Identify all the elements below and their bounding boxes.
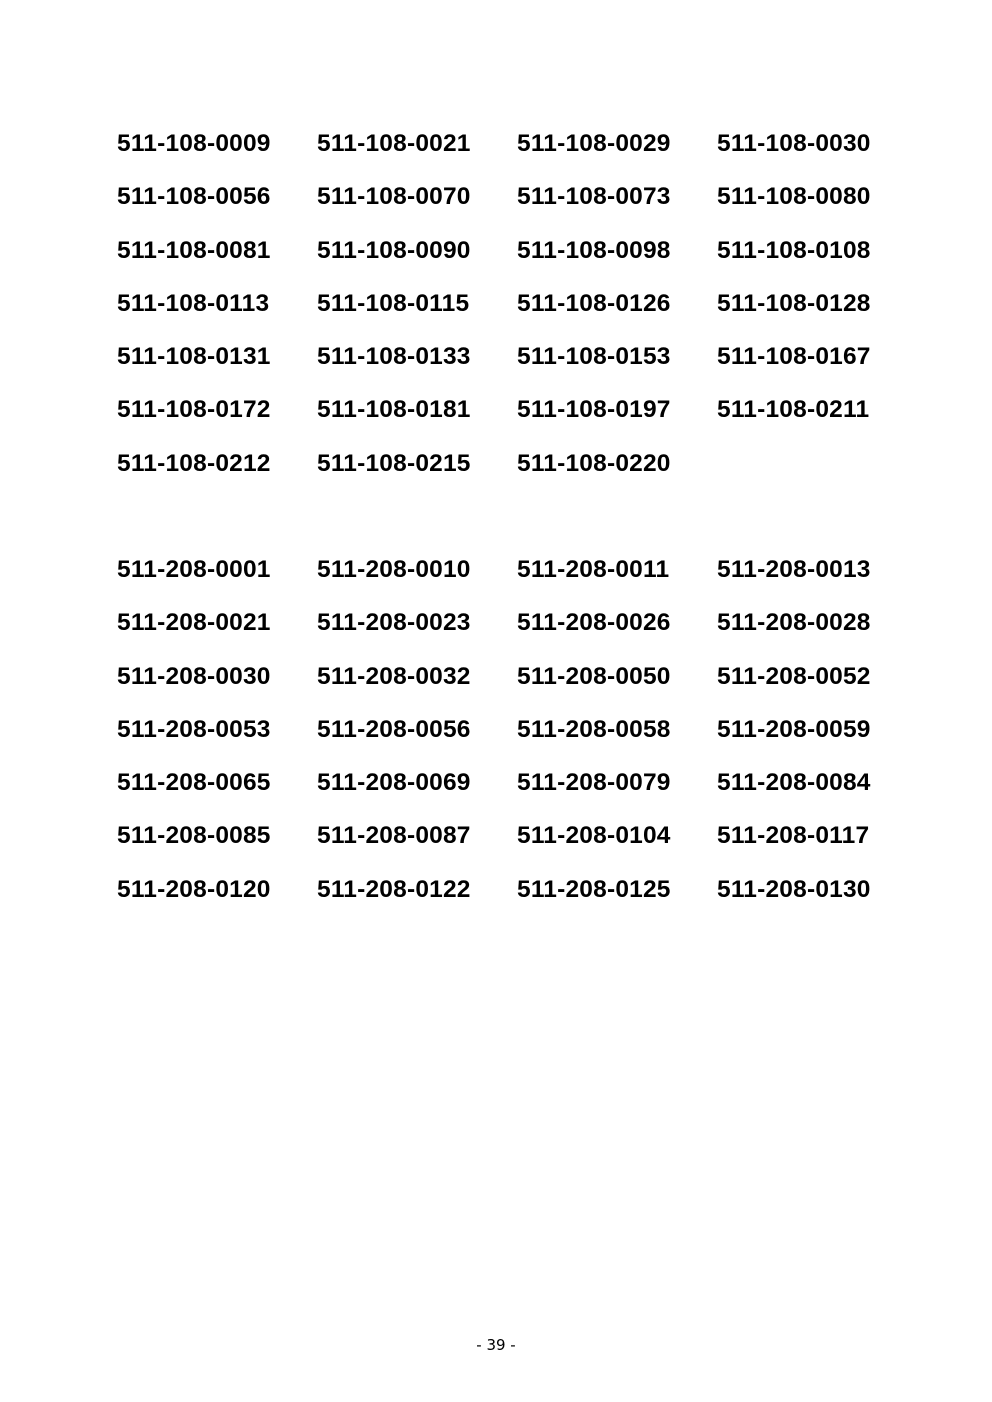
code-entry: 511-208-0058 xyxy=(517,715,671,743)
code-entry: 511-208-0030 xyxy=(117,662,271,690)
code-entry: 511-108-0098 xyxy=(517,236,671,264)
code-entry: 511-208-0052 xyxy=(717,662,871,690)
code-entry: 511-108-0126 xyxy=(517,289,671,317)
code-entry: 511-108-0128 xyxy=(717,289,871,317)
code-entry: 511-208-0028 xyxy=(717,609,871,637)
code-row xyxy=(117,871,917,924)
code-entry: 511-208-0065 xyxy=(117,769,271,797)
code-entry: 511-208-0079 xyxy=(517,769,671,797)
code-entry: 511-108-0070 xyxy=(317,183,471,211)
code-entry: 511-108-0115 xyxy=(317,289,470,317)
code-row xyxy=(117,338,917,391)
code-entry: 511-108-0073 xyxy=(517,183,671,211)
code-entry: 511-208-0117 xyxy=(717,822,870,850)
code-entry: 511-208-0032 xyxy=(317,662,471,690)
code-entry: 511-108-0090 xyxy=(317,236,471,264)
code-row xyxy=(117,658,917,711)
code-entry: 511-108-0029 xyxy=(517,130,671,157)
code-group-108 xyxy=(117,125,917,498)
code-entry: 511-108-0167 xyxy=(717,343,871,371)
code-row xyxy=(117,604,917,657)
code-entry: 511-208-0104 xyxy=(517,822,671,850)
code-entry: 511-108-0181 xyxy=(317,396,471,424)
code-entry: 511-108-0056 xyxy=(117,183,271,211)
code-entry: 511-208-0021 xyxy=(117,609,271,637)
code-entry: 511-108-0080 xyxy=(717,183,871,211)
code-entry: 511-108-0220 xyxy=(517,449,671,477)
code-entry: 511-208-0120 xyxy=(117,875,271,903)
code-entry: 511-108-0153 xyxy=(517,343,671,371)
code-entry: 511-108-0030 xyxy=(717,130,871,157)
code-entry: 511-108-0197 xyxy=(517,396,671,424)
code-row xyxy=(117,391,917,444)
code-row xyxy=(117,817,917,870)
code-row xyxy=(117,711,917,764)
code-entry: 511-108-0212 xyxy=(117,449,271,477)
code-entry: 511-208-0122 xyxy=(317,875,471,903)
code-row xyxy=(117,445,917,498)
code-entry: 511-208-0023 xyxy=(317,609,471,637)
code-entry: 511-208-0130 xyxy=(717,875,871,903)
code-row xyxy=(117,232,917,285)
code-entry: 511-208-0085 xyxy=(117,822,271,850)
code-entry: 511-108-0113 xyxy=(117,289,270,317)
code-row xyxy=(117,551,917,604)
code-entry: 511-108-0133 xyxy=(317,343,471,371)
code-group-208 xyxy=(117,551,917,924)
code-entry: 511-208-0125 xyxy=(517,875,671,903)
code-entry: 511-208-0084 xyxy=(717,769,871,797)
code-entry: 511-208-0050 xyxy=(517,662,671,690)
code-entry: 511-108-0215 xyxy=(317,449,471,477)
code-row xyxy=(117,178,917,231)
code-entry: 511-108-0081 xyxy=(117,236,271,264)
code-row xyxy=(117,764,917,817)
code-row xyxy=(117,125,917,178)
code-entry: 511-108-0021 xyxy=(317,130,471,157)
code-entry: 511-208-0053 xyxy=(117,715,271,743)
code-entry: 511-108-0108 xyxy=(717,236,871,264)
code-entry: 511-108-0009 xyxy=(117,130,271,157)
code-entry: 511-208-0087 xyxy=(317,822,471,850)
code-entry: 511-108-0131 xyxy=(117,343,271,371)
code-entry: 511-208-0026 xyxy=(517,609,671,637)
code-entry: 511-108-0172 xyxy=(117,396,271,424)
code-entry: 511-208-0010 xyxy=(317,556,471,583)
code-entry: 511-108-0211 xyxy=(717,396,870,424)
page-number: - 39 - xyxy=(476,1336,516,1354)
code-entry: 511-208-0069 xyxy=(317,769,471,797)
code-entry: 511-208-0001 xyxy=(117,556,271,583)
code-entry: 511-208-0011 xyxy=(517,556,670,583)
code-entry: 511-208-0056 xyxy=(317,715,471,743)
code-row xyxy=(117,285,917,338)
code-entry: 511-208-0059 xyxy=(717,715,871,743)
code-entry: 511-208-0013 xyxy=(717,556,871,583)
